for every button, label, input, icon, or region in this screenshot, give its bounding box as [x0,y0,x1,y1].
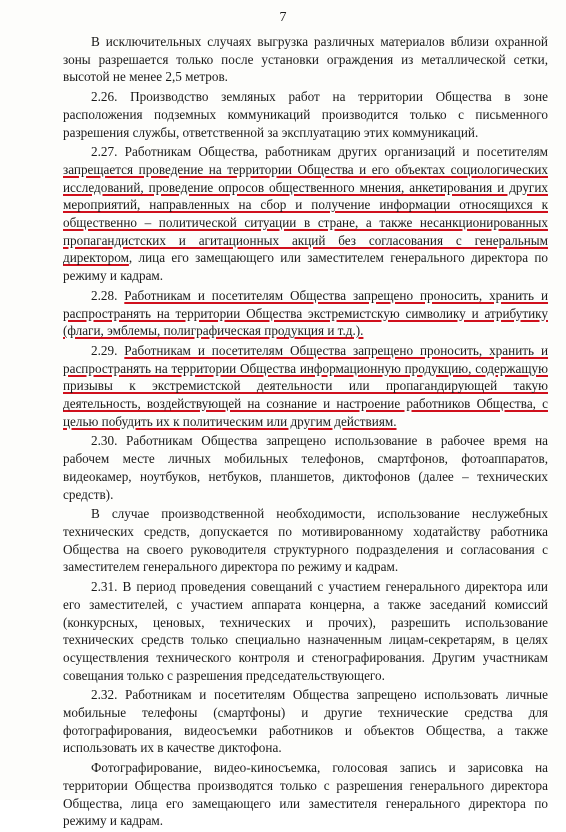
paragraph-2-28 [63,287,548,340]
paragraph-text: 2.29. [91,342,125,358]
document-body [63,33,548,832]
paragraph-2-32 [63,686,548,757]
highlighted-text: запрещается проведение на территории Общества и его объектах социологических исследований, проведение опросов общественного мнения, анкетирования и других мероприятий, направленных на сбор и получение информации относящихся к общественно – политической ситуации в стране, а также несанкционированных пропагандистских и агитационных акций без согласования с генеральным директором [63,161,548,266]
highlighted-text: Работникам и посетителям Общества запрещено проносить, хранить и распространять на территории Общества информационную продукцию, содержащую призывы к экстремистской деятельности или пропагандирующей такую деятельность, воздействующей на сознание и настроение работников Общества, с целью побудить их к политическим или другим действиям. [63,342,549,429]
paragraph-text: 2.32. Работникам и посетителям Общества запрещено использовать личные мобильные телефоны (смартфоны) и другие технические средства для фотографирования, видеосъемки работников и объектов Общества, а также использовать их в качестве диктофона. [63,687,548,756]
paragraph-loading-materials [63,33,548,86]
paragraph-text: 2.26. Производство земляных работ на территории Общества в зоне расположения подземных коммуникаций производится только с письменного разрешения службы, ответственной за эксплуатацию этих коммуникаций. [63,89,548,140]
paragraph-2-29 [63,342,548,431]
highlighted-text: Работникам и посетителям Общества запрещено проносить, хранить и распространять на территории Общества экстремистскую символику и атрибутику (флаги, эмблемы, полиграфическая продукция и т.д.). [63,287,549,339]
paragraph-production-necessity [63,505,548,576]
paragraph-text: В случае производственной необходимости, использование неслужебных технических средств, допускается по мотивированному ходатайству работника Общества на своего руководителя структурного подразделения и согласования с заместителем генерального директора по режиму и кадрам. [63,506,548,575]
page-number: 7 [279,10,287,25]
paragraph-text-tail: , лица его замещающего или заместителем генерального директора по режиму и кадрам. [63,250,548,284]
paragraph-text: 2.31. В период проведения совещаний с участием генерального директора или его заместителей, с участием аппарата концерна, а также заседаний комиссий (конкурсных, ценовых, технических и прочих), разрешить использование технических средств только специально назначенным лицам-секретарям, в целях осуществления технического контроля и стенографирования. Другим участникам совещания только с разрешения председательствующего. [63,579,548,683]
paragraph-2-30 [63,432,548,503]
paragraph-2-26 [63,88,548,141]
paragraph-text: 2.30. Работникам Общества запрещено использование в рабочее время на рабочем месте личных мобильных телефонов, смартфонов, фотоаппаратов, видеокамер, ноутбуков, нетбуков, планшетов, диктофонов (далее – технических средств). [63,433,548,502]
paragraph-text: 2.27. Работникам Общества, работникам других организаций и посетителям [91,144,548,160]
paragraph-text: Фотографирование, видео-киносъемка, голосовая запись и зарисовка на территории Общества производятся только с разрешения генерального директора Общества, лица его замещающего или заместителя генерального директора по режиму и кадрам. [63,760,548,829]
paragraph-photography [63,759,548,830]
paragraph-text: 2.28. [91,287,125,303]
paragraph-2-31 [63,578,548,684]
paragraph-text: В исключительных случаях выгрузка различных материалов вблизи охранной зоны разрешается только после установки ограждения из металлической сетки, высотой не менее 2,5 метров. [63,34,548,85]
paragraph-2-27 [63,143,548,285]
